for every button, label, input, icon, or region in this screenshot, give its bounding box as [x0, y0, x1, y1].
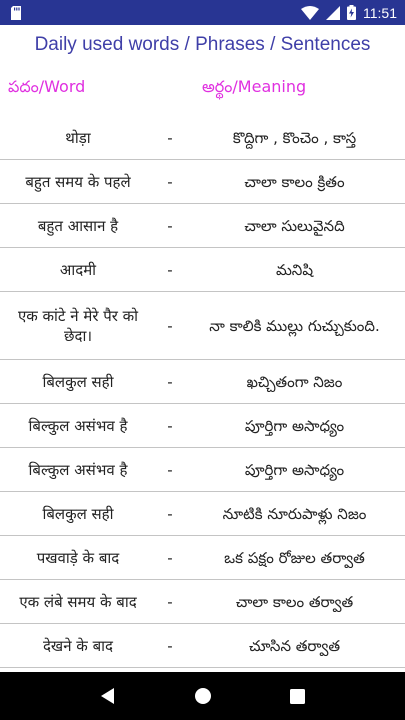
meaning-text: పూర్తిగా అసాధ్యం — [244, 460, 345, 479]
list-item[interactable] — [0, 248, 405, 292]
home-icon — [194, 687, 212, 705]
separator-dash: - — [167, 372, 173, 391]
separator-dash: - — [167, 592, 173, 611]
recents-button[interactable] — [274, 672, 322, 720]
sd-card-icon — [10, 6, 22, 20]
column-header-row — [0, 68, 405, 108]
list-item[interactable] — [0, 292, 405, 360]
meaning-text: చాలా కాలం తర్వాత — [235, 592, 354, 611]
word-text: एक कांटे ने मेरे पैर को छेदा। — [17, 306, 139, 345]
word-text: एक लंबे समय के बाद — [19, 592, 137, 611]
word-text: आदमी — [59, 260, 97, 279]
separator-dash: - — [167, 416, 173, 435]
separator-dash: - — [167, 172, 173, 191]
word-text: थोड़ा — [65, 128, 91, 147]
column-header-word: పదం/Word — [8, 76, 86, 96]
phrase-list[interactable] — [0, 116, 405, 672]
column-header-meaning: అర్థం/Meaning — [202, 76, 307, 96]
home-button[interactable] — [179, 672, 227, 720]
list-item[interactable] — [0, 536, 405, 580]
cell-signal-icon — [326, 6, 340, 20]
list-item[interactable] — [0, 448, 405, 492]
separator-dash: - — [167, 128, 173, 147]
meaning-text: నా కాలికి ముల్లు గుచ్చుకుంది. — [209, 316, 380, 335]
word-text: बिलकुल सही — [42, 504, 114, 523]
word-text: बहुत समय के पहले — [25, 172, 131, 191]
page-title: Daily used words / Phrases / Sentences — [34, 34, 371, 55]
word-text: देखने के बाद — [42, 636, 114, 655]
recents-icon — [290, 689, 305, 704]
list-item[interactable] — [0, 580, 405, 624]
word-text: बिल्कुल असंभव है — [28, 460, 128, 479]
meaning-text: మనిషి — [275, 260, 314, 279]
status-bar — [0, 0, 405, 25]
word-text: बहुत आसान है — [37, 216, 119, 235]
list-item[interactable] — [0, 204, 405, 248]
battery-charging-icon — [347, 5, 356, 20]
separator-dash: - — [167, 548, 173, 567]
meaning-text: కొద్దిగా , కొంచెం , కాస్త — [232, 128, 357, 147]
meaning-text: పూర్తిగా అసాధ్యం — [244, 416, 345, 435]
word-text: बिलकुल सही — [42, 372, 114, 391]
wifi-icon — [301, 6, 319, 20]
meaning-text: చూసిన తర్వాత — [248, 636, 341, 655]
list-item[interactable] — [0, 624, 405, 668]
separator-dash: - — [167, 260, 173, 279]
list-item[interactable] — [0, 160, 405, 204]
separator-dash: - — [167, 316, 173, 335]
list-item[interactable] — [0, 360, 405, 404]
back-icon — [101, 688, 115, 704]
back-button[interactable] — [84, 672, 132, 720]
separator-dash: - — [167, 460, 173, 479]
meaning-text: చాలా సులువైనది — [244, 216, 345, 235]
list-item[interactable] — [0, 404, 405, 448]
meaning-text: నూటికి నూరుపాళ్లు నిజం — [222, 504, 367, 523]
navigation-bar — [0, 672, 405, 720]
list-item[interactable] — [0, 492, 405, 536]
meaning-text: ఖచ్చితంగా నిజం — [246, 372, 343, 391]
separator-dash: - — [167, 216, 173, 235]
meaning-text: ఒక పక్షం రోజుల తర్వాత — [224, 548, 365, 567]
separator-dash: - — [167, 636, 173, 655]
list-item[interactable] — [0, 116, 405, 160]
word-text: पखवाड़े के बाद — [36, 548, 120, 567]
separator-dash: - — [167, 504, 173, 523]
word-text: बिल्कुल असंभव है — [28, 416, 128, 435]
status-time: 11:51 — [363, 4, 397, 21]
meaning-text: చాలా కాలం క్రితం — [244, 172, 345, 191]
